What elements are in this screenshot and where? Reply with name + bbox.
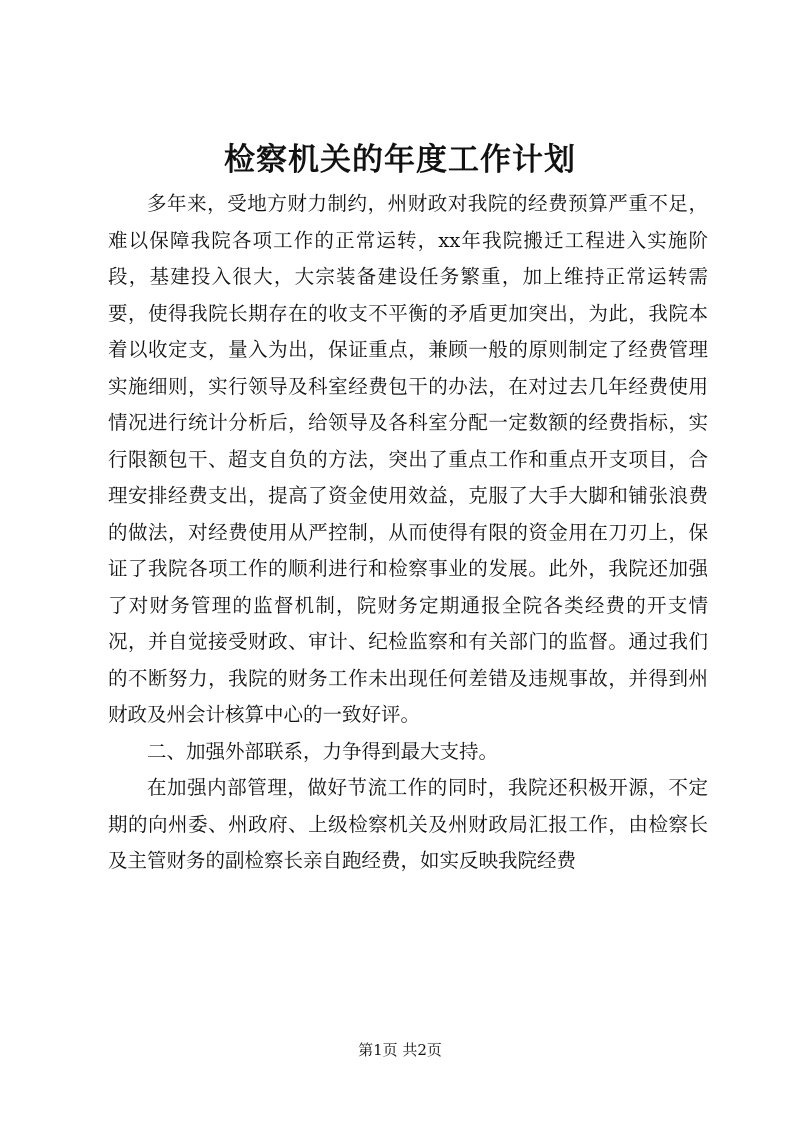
page-number-footer: 第1页 共2页 <box>358 1041 442 1059</box>
document-body <box>108 186 708 880</box>
paragraph-2-heading: 二、加强外部联系，力争得到最大支持。 <box>147 739 499 763</box>
document-title: 检察机关的年度工作计划 <box>224 142 576 178</box>
paragraph-1: 多年来，受地方财力制约，州财政对我院的经费预算严重不足，难以保障我院各项工作的正常运转，xx年我院搬迁工程进入实施阶段，基建投入很大，大宗装备建设任务繁重，加上维持正常运转需要，使得我院长期存在的收支不平衡的矛盾更加突出，为此，我院本着以收定支，量入为出，保证重点，兼顾一般的原则制定了经费管理实施细则，实行领导及科室经费包干的办法，在对过去几年经费使用情况进行统计分析后，给领导及各科室分配一定数额的经费指标，实行限额包干、超支自负的方法，突出了重点工作和重点开支项目，合理安排经费支出，提高了资金使用效益，克服了大手大脚和铺张浪费的做法，对经费使用从严控制，从而使得有限的资金用在刀刃上，保证了我院各项工作的顺利进行和检察事业的发展。此外，我院还加强了对财务管理的监督机制，院财务定期通报全院各类经费的开支情况，并自觉接受财政、审计、纪检监察和有关部门的监督。通过我们的不断努力，我院的财务工作未出现任何差错及违规事故，并得到州财政及州会计核算中心的一致好评。 <box>108 192 708 726</box>
paragraph-3: 在加强内部管理，做好节流工作的同时，我院还积极开源，不定期的向州委、州政府、上级检察机关及州财政局汇报工作，由检察长及主管财务的副检察长亲自跑经费，如实反映我院经费 <box>108 776 708 872</box>
